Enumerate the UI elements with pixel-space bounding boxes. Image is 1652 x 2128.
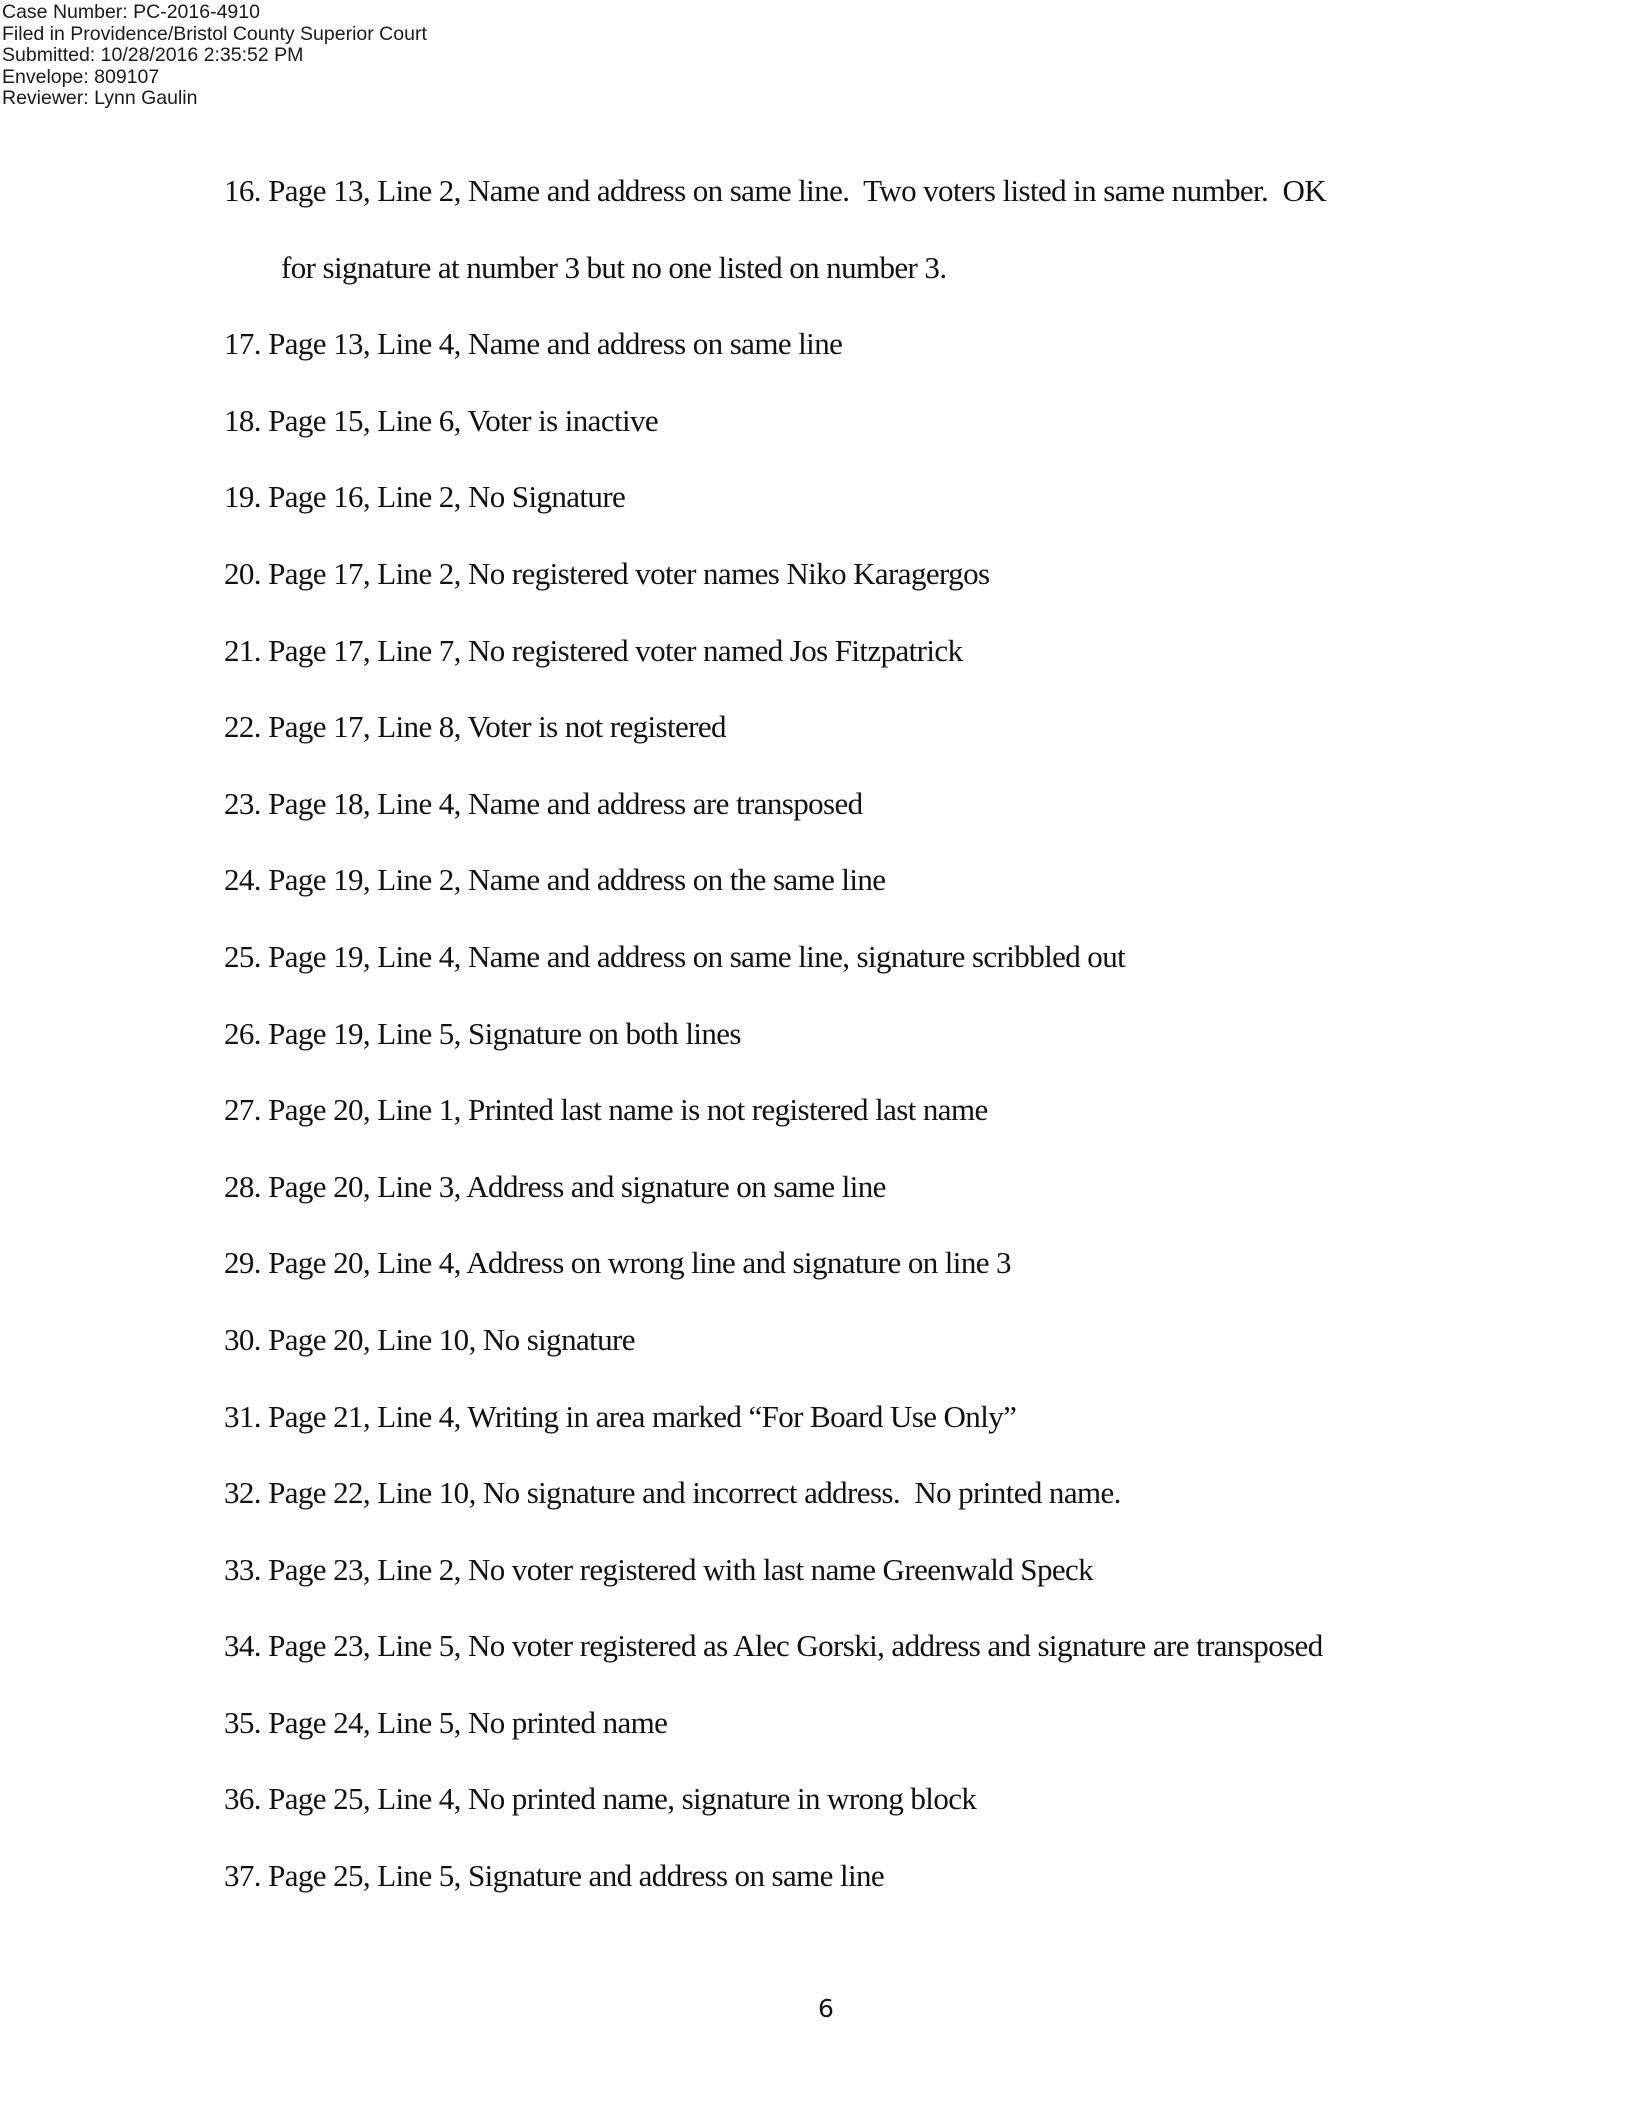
- item-text: Page 13, Line 4, Name and address on same line: [260, 326, 843, 362]
- item-number: 30.: [224, 1321, 261, 1357]
- item-text: Page 21, Line 4, Writing in area marked “For Board Use Only”: [260, 1398, 1017, 1434]
- list-item: [224, 402, 1524, 479]
- item-text: Page 17, Line 8, Voter is not registered: [260, 709, 726, 745]
- list-item: [224, 708, 1524, 785]
- list-item: [224, 325, 1524, 402]
- item-text: Page 20, Line 4, Address on wrong line and signature on line 3: [260, 1245, 1011, 1281]
- list-item: [224, 1168, 1524, 1245]
- item-text: Page 24, Line 5, No printed name: [260, 1704, 668, 1740]
- item-text: Page 25, Line 4, No printed name, signature in wrong block: [260, 1781, 977, 1817]
- list-item: [224, 1780, 1524, 1857]
- item-text: Page 13, Line 2, Name and address on same line. Two voters listed in same number. OK: [260, 173, 1327, 208]
- item-number: 17.: [224, 326, 261, 362]
- item-number: 26.: [224, 1015, 261, 1051]
- item-text: Page 20, Line 3, Address and signature on same line: [260, 1168, 886, 1204]
- item-text: Page 19, Line 2, Name and address on the same line: [260, 862, 886, 898]
- item-text: Page 20, Line 10, No signature: [260, 1321, 635, 1357]
- item-number: 31.: [224, 1398, 261, 1434]
- envelope: Envelope: 809107: [2, 65, 160, 88]
- item-number: 36.: [224, 1781, 261, 1817]
- list-item: [224, 555, 1524, 632]
- item-text: Page 23, Line 5, No voter registered as Alec Gorski, address and signature are transposed: [260, 1628, 1323, 1664]
- page-number: 6: [818, 1994, 834, 2023]
- item-text: Page 16, Line 2, No Signature: [260, 479, 626, 515]
- list-item: [224, 1704, 1524, 1781]
- item-number: 37.: [224, 1858, 261, 1894]
- item-text: Page 17, Line 2, No registered voter names Niko Karagergos: [260, 555, 990, 591]
- filing-stamp: [2, 2, 427, 110]
- list-item: [224, 1091, 1524, 1168]
- list-item: [224, 1627, 1524, 1704]
- item-number: 27.: [224, 1092, 261, 1128]
- case-number: Case Number: PC-2016-4910: [2, 1, 260, 23]
- list-item: [224, 1244, 1524, 1321]
- item-number: 16.: [224, 173, 261, 208]
- list-item: [224, 785, 1524, 862]
- list-item: [224, 1551, 1524, 1628]
- item-text: Page 19, Line 5, Signature on both lines: [260, 1015, 741, 1051]
- item-text: Page 22, Line 10, No signature and incorrect address. No printed name.: [260, 1475, 1121, 1511]
- list-item: [224, 478, 1524, 555]
- item-text: Page 25, Line 5, Signature and address on same line: [260, 1858, 885, 1894]
- list-item: [224, 172, 1524, 325]
- item-number: 33.: [224, 1551, 261, 1587]
- item-number: 25.: [224, 938, 261, 974]
- filed-in: Filed in Providence/Bristol County Superior Court: [2, 22, 427, 45]
- item-number: 20.: [224, 555, 261, 591]
- item-number: 22.: [224, 709, 261, 745]
- item-text: Page 23, Line 2, No voter registered with last name Greenwald Speck: [260, 1551, 1094, 1587]
- item-text: Page 18, Line 4, Name and address are transposed: [260, 785, 863, 821]
- list-item: [224, 632, 1524, 709]
- item-number: 21.: [224, 632, 261, 668]
- list-item: [224, 938, 1524, 1015]
- list-item: [224, 1015, 1524, 1092]
- list-item: [224, 1474, 1524, 1551]
- item-text: Page 20, Line 1, Printed last name is not registered last name: [260, 1092, 988, 1128]
- item-number: 23.: [224, 785, 261, 821]
- item-number: 28.: [224, 1168, 261, 1204]
- list-item: [224, 1321, 1524, 1398]
- item-number: 29.: [224, 1245, 261, 1281]
- item-number: 19.: [224, 479, 261, 515]
- item-number: 32.: [224, 1475, 261, 1511]
- list-item: [224, 1398, 1524, 1475]
- item-number: 35.: [224, 1704, 261, 1740]
- item-text-continuation: for signature at number 3 but no one listed on number 3.: [281, 249, 947, 285]
- item-number: 24.: [224, 862, 261, 898]
- item-number: 18.: [224, 402, 261, 438]
- reviewer: Reviewer: Lynn Gaulin: [2, 87, 198, 109]
- submitted: Submitted: 10/28/2016 2:35:52 PM: [2, 44, 304, 66]
- list-item: [224, 861, 1524, 938]
- objection-list: [224, 172, 1524, 1934]
- item-text: Page 19, Line 4, Name and address on same line, signature scribbled out: [260, 938, 1126, 974]
- item-number: 34.: [224, 1628, 261, 1664]
- item-text: Page 17, Line 7, No registered voter named Jos Fitzpatrick: [260, 632, 963, 668]
- item-text: Page 15, Line 6, Voter is inactive: [260, 402, 659, 438]
- list-item: [224, 1857, 1524, 1934]
